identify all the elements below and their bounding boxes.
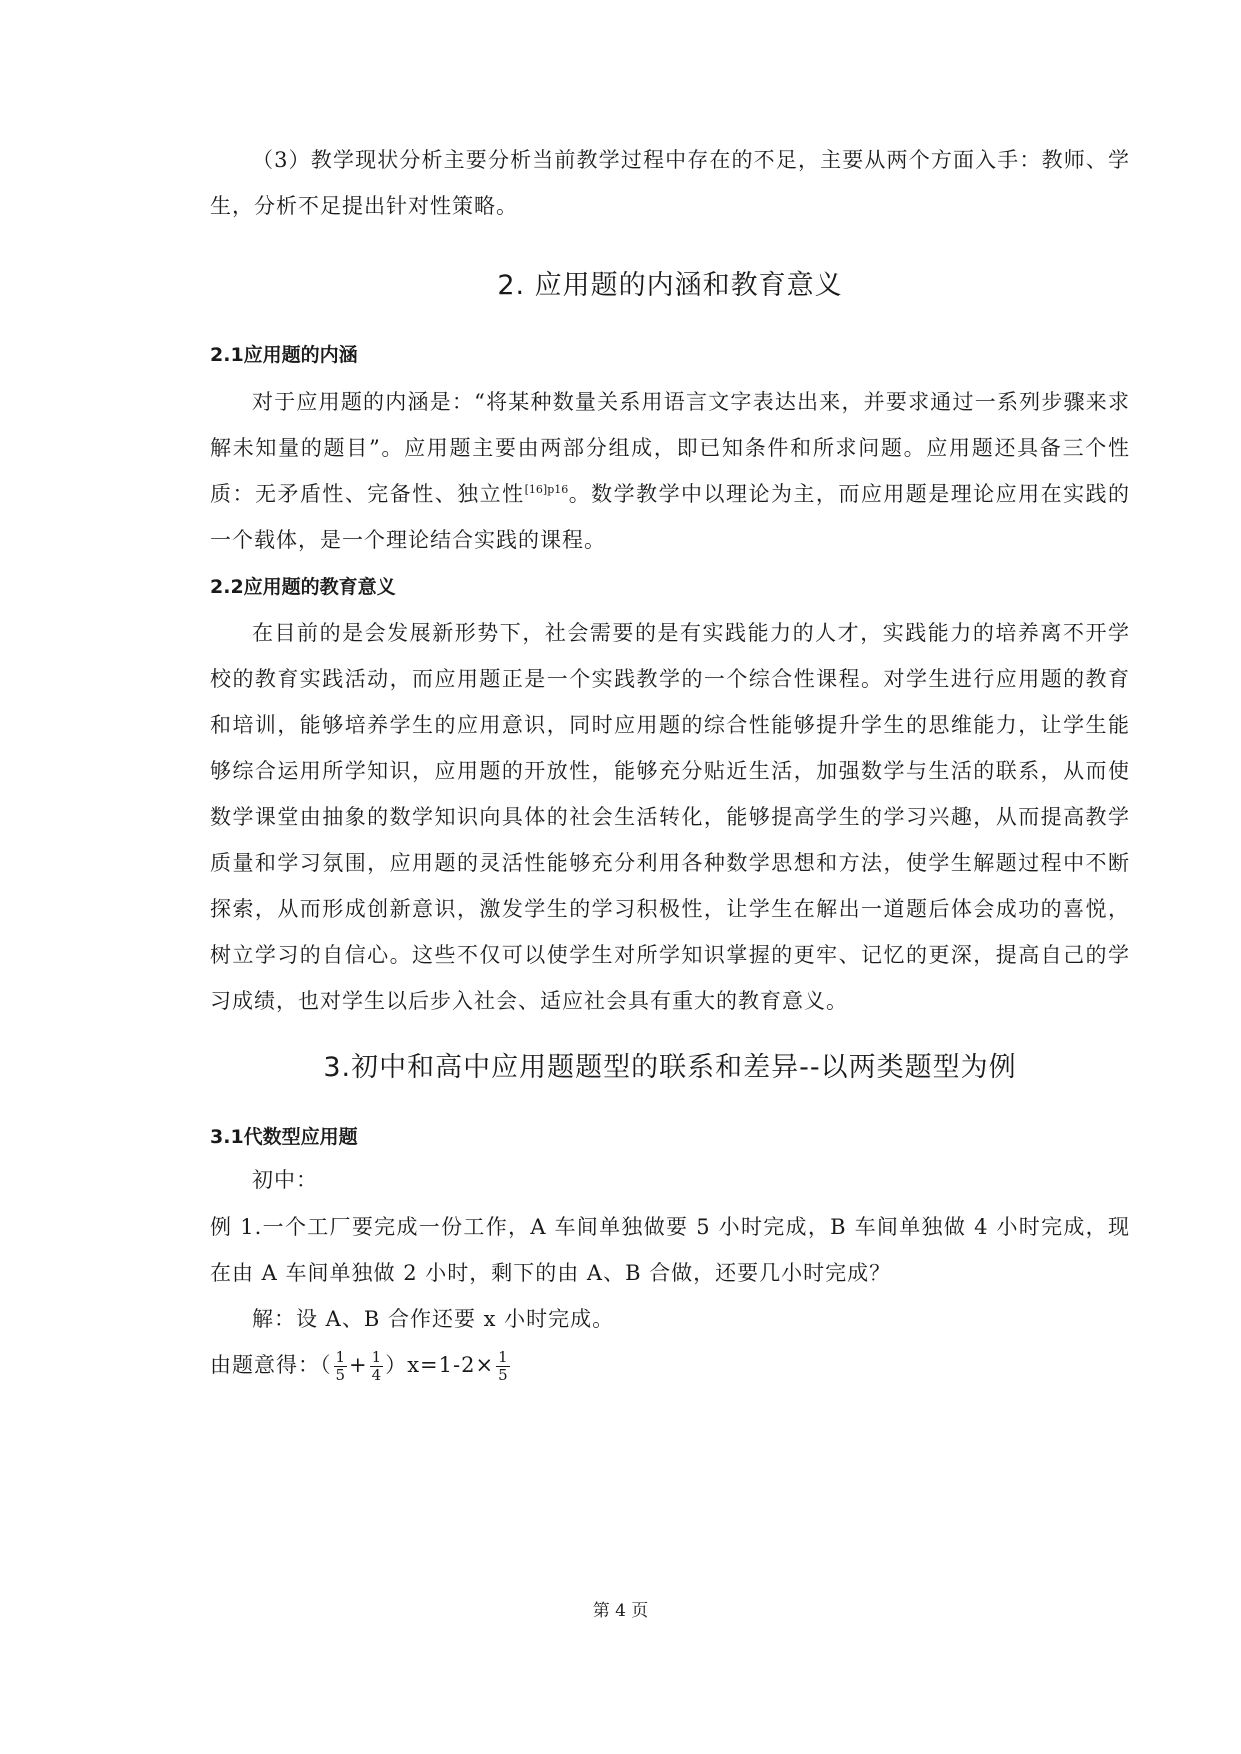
- fraction-denominator: 5: [335, 1366, 346, 1384]
- equation-line: [210, 1342, 1130, 1388]
- equation-middle: ）x=1-2×: [385, 1353, 495, 1377]
- paragraph-connotation-text-a: 对于应用题的内涵是：“将某种数量关系用语言文字表达出来，并要求通过一系列步骤来求解未知量的题目”。应用题主要由两部分组成，即已知条件和所求问题。应用题还具备三个性质：无矛盾性、完备性、独立性: [210, 390, 1130, 506]
- fraction-numerator: 1: [335, 1348, 346, 1366]
- paragraph-educational-significance: 在目前的是会发展新形势下，社会需要的是有实践能力的人才，实践能力的培养离不开学校的教育实践活动，而应用题正是一个实践教学的一个综合性课程。对学生进行应用题的教育和培训，能够培养学生的应用意识，同时应用题的综合性能够提升学生的思维能力，让学生能够综合运用所学知识，应用题的开放性，能够充分贴近生活，加强数学与生活的联系，从而使数学课堂由抽象的数学知识向具体的社会生活转化，能够提高学生的学习兴趣，从而提高教学质量和学习氛围，应用题的灵活性能够充分利用各种数学思想和方法，使学生解题过程中不断探索，从而形成创新意识，激发学生的学习积极性，让学生在解出一道题后体会成功的喜悦，树立学习的自信心。这些不仅可以使学生对所学知识掌握的更牢、记忆的更深，提高自己的学习成绩，也对学生以后步入社会、适应社会具有重大的教育意义。: [210, 621, 1130, 1013]
- equation-prefix: 由题意得：（: [210, 1353, 332, 1377]
- solution-statement: 解：设 A、B 合作还要 x 小时完成。: [252, 1307, 615, 1331]
- citation-marker: [16]p16: [524, 483, 569, 496]
- fraction-denominator: 4: [371, 1366, 382, 1384]
- section-heading-3: 3.初中和高中应用题题型的联系和差异--以两类题型为例: [323, 1052, 1017, 1083]
- section-heading-2: 2. 应用题的内涵和教育意义: [497, 270, 843, 301]
- example-1: 例 1.一个工厂要完成一份工作，A 车间单独做要 5 小时完成，B 车间单独做 4 小时完成，现在由 A 车间单独做 2 小时，剩下的由 A、B 合做，还要几小时完成？: [210, 1215, 1130, 1285]
- paragraph-connotation-text-b: 。数学教学中以理论为主，而应用题是理论应用在实践的一个载体，是一个理论结合实践的课程。: [210, 482, 1131, 552]
- paragraph-teaching-status: （3）教学现状分析主要分析当前教学过程中存在的不足，主要从两个方面入手：教师、学生，分析不足提出针对性策略。: [210, 148, 1130, 218]
- fraction-one-fifth: [334, 1349, 348, 1384]
- fraction-numerator: 1: [498, 1348, 508, 1366]
- paragraph-connotation: [210, 379, 1130, 563]
- plus-sign: +: [349, 1353, 368, 1377]
- subsection-heading-2-1: 2.1应用题的内涵: [210, 344, 358, 366]
- label-junior-high: 初中：: [252, 1168, 318, 1192]
- fraction-numerator: 1: [371, 1348, 382, 1366]
- fraction-denominator: 5: [498, 1366, 508, 1384]
- fraction-one-fifth-second: [496, 1349, 510, 1384]
- subsection-heading-3-1: 3.1代数型应用题: [210, 1126, 358, 1148]
- page-number: 第 4 页: [592, 1601, 649, 1621]
- fraction-one-fourth: [370, 1349, 384, 1384]
- subsection-heading-2-2: 2.2应用题的教育意义: [210, 576, 396, 598]
